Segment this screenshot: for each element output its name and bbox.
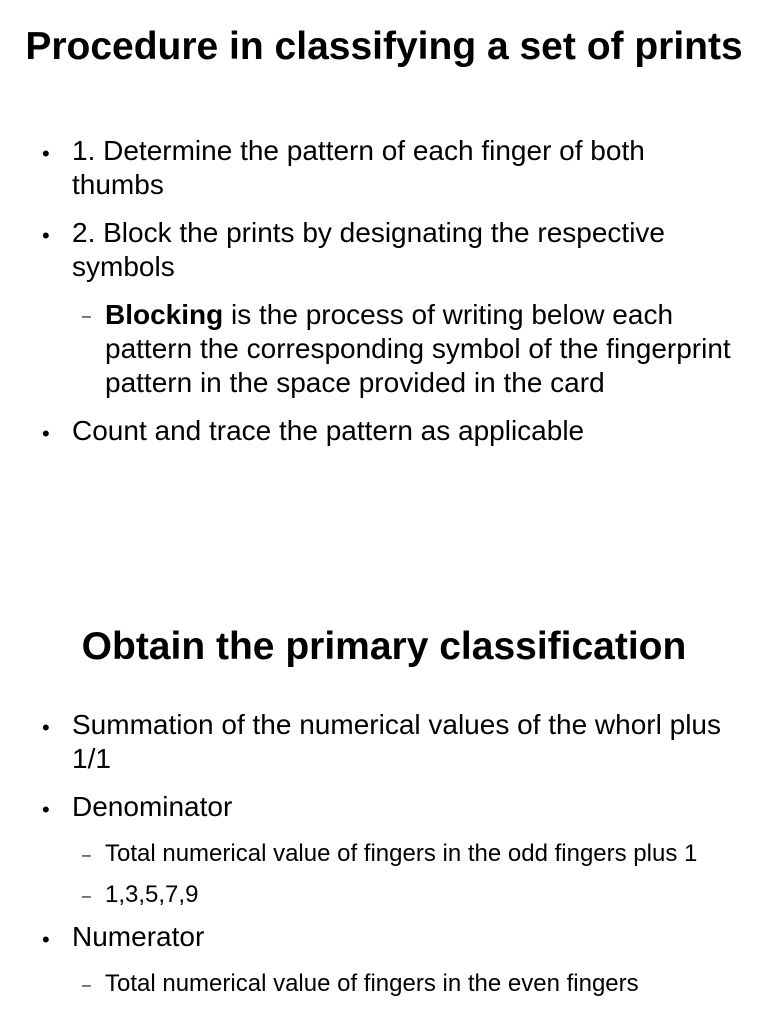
slide-title-primary-classification: Obtain the primary classification <box>81 625 687 668</box>
sub-bullet-blocking-definition <box>0 298 768 400</box>
sub-bullet-odd-numbers: – 1,3,5,7,9 <box>0 879 768 910</box>
procedure-bullet-list <box>0 134 768 448</box>
bullet-block-prints: • 2. Block the prints by designating the respective symbols <box>0 216 768 284</box>
classification-bullet-list <box>0 708 768 999</box>
bullet-count-trace: • Count and trace the pattern as applicable <box>0 414 768 448</box>
bullet-determine-pattern: • 1. Determine the pattern of each finger of both thumbs <box>0 134 768 202</box>
blocking-term: Blocking <box>105 299 224 330</box>
slide-primary-classification <box>0 560 768 1024</box>
slide-title-procedure: Procedure in classifying a set of prints <box>25 25 743 68</box>
sub-bullet-even-fingers: – Total numerical value of fingers in the even fingers <box>0 968 768 999</box>
bullet-summation: • Summation of the numerical values of the whorl plus 1/1 <box>0 708 768 776</box>
bullet-denominator: • Denominator <box>0 790 768 824</box>
bullet-numerator: • Numerator <box>0 920 768 954</box>
sub-bullet-odd-fingers: – Total numerical value of fingers in the odd fingers plus 1 <box>0 838 768 869</box>
blocking-definition-text: is the process of writing below each pattern the corresponding symbol of the fingerprint pattern in the space provided in the card <box>105 299 731 398</box>
